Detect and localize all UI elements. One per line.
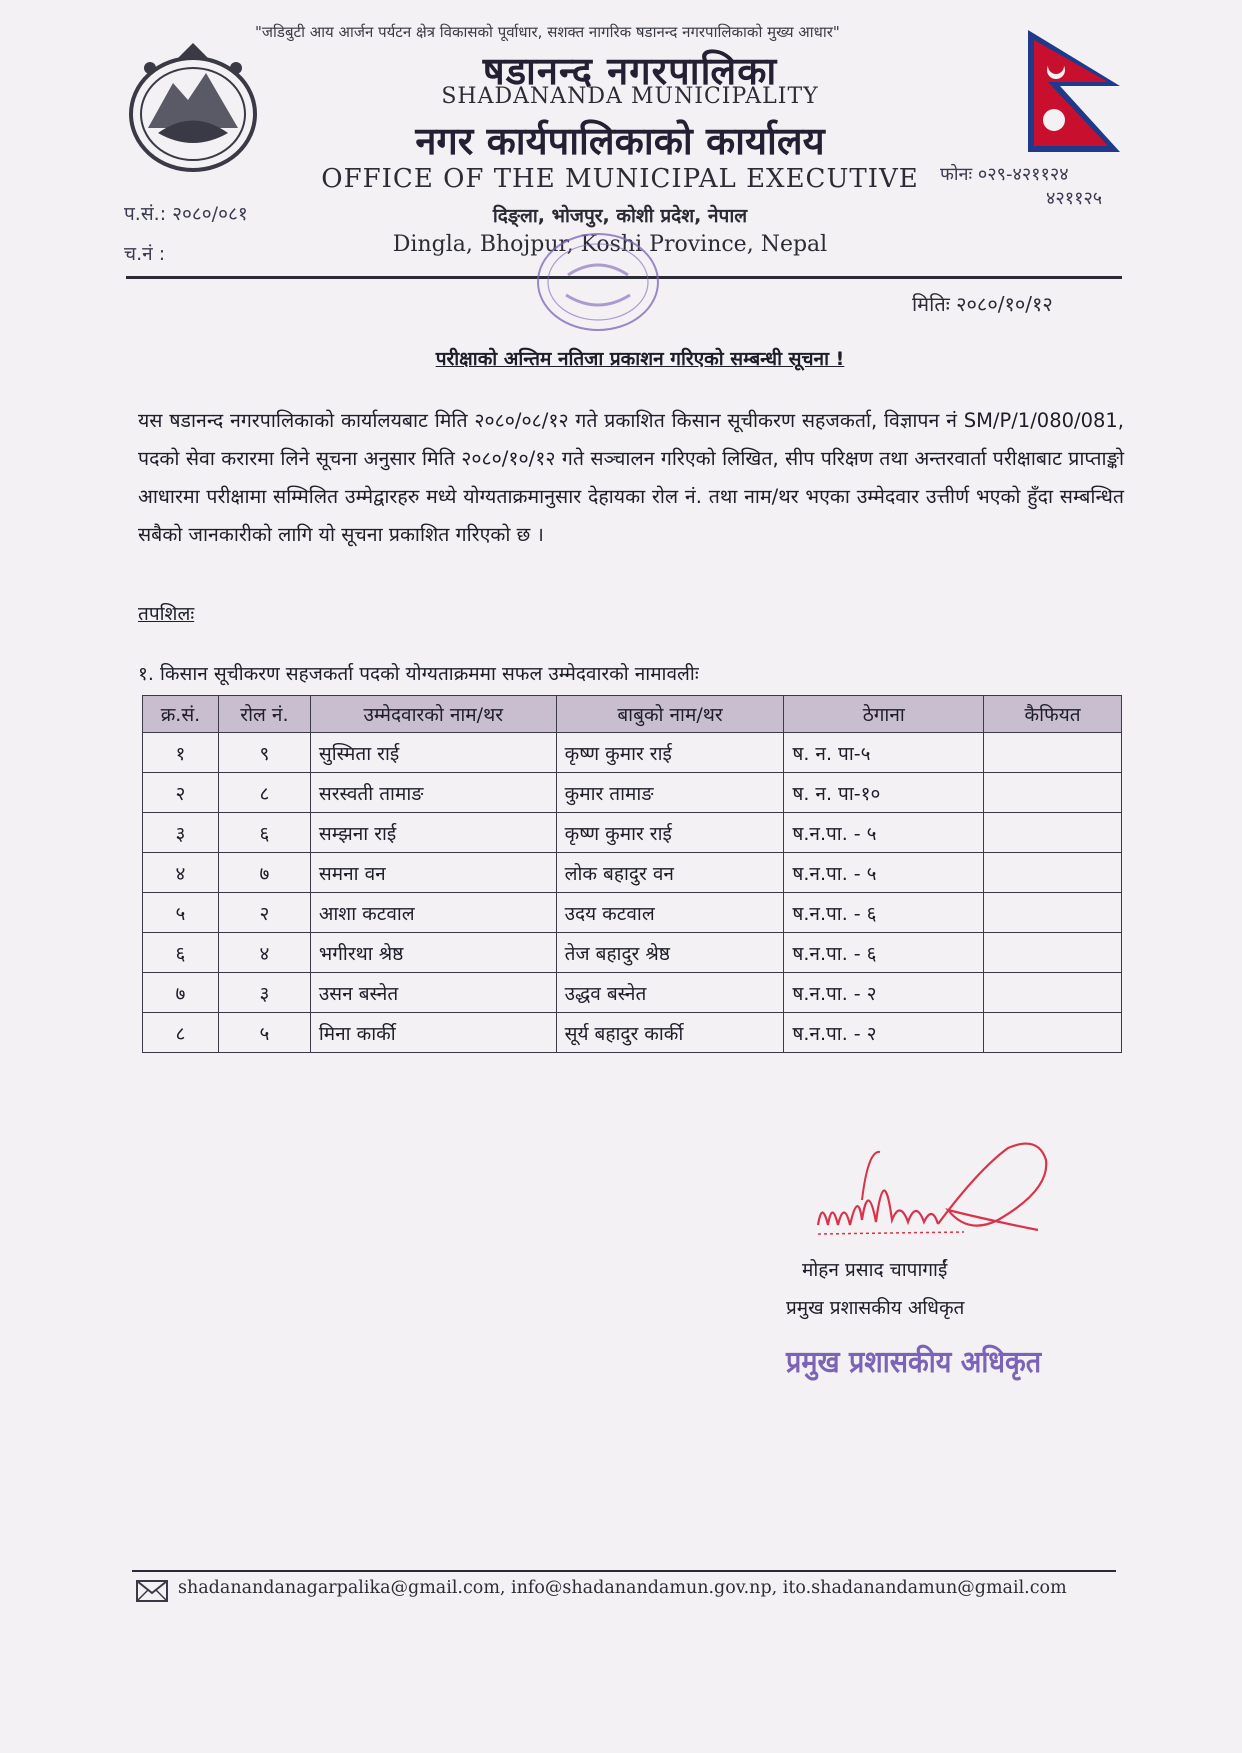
cell-serial: ५ [143, 893, 219, 933]
cell-remarks [984, 1013, 1122, 1053]
cell-roll-no: ८ [218, 773, 310, 813]
list-heading: १. किसान सूचीकरण सहजकर्ता पदको योग्यताक्रममा सफल उम्मेदवारको नामावलीः [138, 663, 699, 685]
cell-address: ष.न.पा. - ५ [784, 853, 984, 893]
cell-address: ष.न.पा. - २ [784, 1013, 984, 1053]
cell-father-name: कुमार तामाङ [556, 773, 784, 813]
table-row [143, 1013, 1122, 1053]
cell-serial: ६ [143, 933, 219, 973]
office-name-english: OFFICE OF THE MUNICIPAL EXECUTIVE [321, 164, 919, 194]
cell-father-name: उदय कटवाल [556, 893, 784, 933]
cell-address: ष.न.पा. - ६ [784, 933, 984, 973]
cell-remarks [984, 893, 1122, 933]
cell-roll-no: ४ [218, 933, 310, 973]
details-label: तपशिलः [138, 603, 195, 625]
cell-address: ष. न. पा-५ [784, 733, 984, 773]
header-remarks: कैफियत [984, 696, 1122, 733]
reference-number: प.सं.: २०८०/०८१ [124, 203, 248, 225]
mail-icon [136, 1580, 168, 1602]
handwritten-signature [788, 1130, 1068, 1250]
cell-candidate-name: मिना कार्की [310, 1013, 556, 1053]
cell-address: ष.न.पा. - २ [784, 973, 984, 1013]
signatory-name: मोहन प्रसाद चापागाईं [802, 1259, 948, 1281]
dispatch-number: च.नं : [124, 243, 166, 265]
table-row [143, 973, 1122, 1013]
table-row [143, 733, 1122, 773]
notice-body: यस षडानन्द नगरपालिकाको कार्यालयबाट मिति २०८०/०८/१२ गते प्रकाशित किसान सूचीकरण सहजकर्ता, विज्ञापन नं SM/P/1/080/081, पदको सेवा करारमा लिने सूचना अनुसार मिति २०८०/१०/१२ गते सञ्चालन गरिएको लिखित, सीप परिक्षण तथा अन्तरवार्ता परीक्षाबाट प्राप्ताङ्को आधारमा परीक्षामा सम्मिलित उम्मेद्वारहरु मध्ये योग्यताक्रमानुसार देहायका रोल नं. तथा नाम/थर भएका उम्मेदवार उत्तीर्ण भएको हुँदा सम्बन्धित सबैको जानकारीको लागि यो सूचना प्रकाशित गरिएको छ । [138, 409, 1124, 546]
cell-remarks [984, 733, 1122, 773]
cell-remarks [984, 933, 1122, 973]
cell-candidate-name: सुस्मिता राई [310, 733, 556, 773]
phone-number: फोनः ०२९-४२११२४ [940, 164, 1069, 185]
cell-remarks [984, 853, 1122, 893]
table-row [143, 893, 1122, 933]
cell-roll-no: ५ [218, 1013, 310, 1053]
cell-father-name: सूर्य बहादुर कार्की [556, 1013, 784, 1053]
cell-serial: १ [143, 733, 219, 773]
signatory-designation: प्रमुख प्रशासकीय अधिकृत [786, 1297, 965, 1319]
footer-emails: shadanandanagarpalika@gmail.com, info@shadanandamun.gov.np, ito.shadanandamun@gmail.com [178, 1578, 1067, 1598]
notice-heading: परीक्षाको अन्तिम नतिजा प्रकाशन गरिएको सम्बन्धी सूचना ! [435, 348, 845, 370]
nepal-flag-icon [1024, 26, 1124, 156]
table-row [143, 773, 1122, 813]
phone-number-alt: ४२११२५ [1046, 188, 1103, 209]
cell-serial: ४ [143, 853, 219, 893]
office-name-nepali: नगर कार्यपालिकाको कार्यालय [415, 119, 825, 163]
cell-remarks [984, 813, 1122, 853]
header-candidate-name: उम्मेदवारको नाम/थर [310, 696, 556, 733]
cell-father-name: लोक बहादुर वन [556, 853, 784, 893]
cell-roll-no: ९ [218, 733, 310, 773]
footer-divider [132, 1570, 1116, 1572]
cell-roll-no: २ [218, 893, 310, 933]
letterhead-tagline: "जडिबुटी आय आर्जन पर्यटन क्षेत्र विकासको पूर्वाधार, सशक्त नागरिक षडानन्द नगरपालिकाको मुख्य आधार" [255, 23, 840, 41]
cell-candidate-name: समना वन [310, 853, 556, 893]
header-address: ठेगाना [784, 696, 984, 733]
cell-address: ष.न.पा. - ५ [784, 813, 984, 853]
cell-address: ष. न. पा-१० [784, 773, 984, 813]
table-row [143, 813, 1122, 853]
header-father-name: बाबुको नाम/थर [556, 696, 784, 733]
cell-father-name: तेज बहादुर श्रेष्ठ [556, 933, 784, 973]
nepal-emblem-icon [118, 38, 268, 178]
address-nepali: दिङ्ला, भोजपुर, कोशी प्रदेश, नेपाल [492, 205, 748, 227]
cell-father-name: कृष्ण कुमार राई [556, 813, 784, 853]
cell-candidate-name: उसन बस्नेत [310, 973, 556, 1013]
designation-stamp: प्रमुख प्रशासकीय अधिकृत [786, 1345, 1042, 1380]
cell-roll-no: ६ [218, 813, 310, 853]
cell-address: ष.न.पा. - ६ [784, 893, 984, 933]
header-serial: क्र.सं. [143, 696, 219, 733]
cell-father-name: कृष्ण कुमार राई [556, 733, 784, 773]
cell-candidate-name: भगीरथा श्रेष्ठ [310, 933, 556, 973]
address-english: Dingla, Bhojpur, Koshi Province, Nepal [392, 232, 828, 257]
cell-roll-no: ७ [218, 853, 310, 893]
cell-serial: ७ [143, 973, 219, 1013]
results-table [142, 695, 1122, 1053]
table-row [143, 853, 1122, 893]
cell-candidate-name: सम्झना राई [310, 813, 556, 853]
cell-candidate-name: आशा कटवाल [310, 893, 556, 933]
municipality-name-english: SHADANANDA MUNICIPALITY [441, 84, 819, 109]
results-table-body [143, 733, 1122, 1053]
cell-remarks [984, 973, 1122, 1013]
municipality-name-nepali: षडानन्द नगरपालिका [482, 49, 778, 93]
cell-serial: ८ [143, 1013, 219, 1053]
cell-roll-no: ३ [218, 973, 310, 1013]
issue-date: मितिः २०८०/१०/१२ [912, 292, 1053, 316]
cell-serial: ३ [143, 813, 219, 853]
header-roll-no: रोल नं. [218, 696, 310, 733]
office-seal-stamp [508, 220, 688, 340]
table-header-row [143, 696, 1122, 733]
cell-serial: २ [143, 773, 219, 813]
cell-father-name: उद्धव बस्नेत [556, 973, 784, 1013]
cell-candidate-name: सरस्वती तामाङ [310, 773, 556, 813]
cell-remarks [984, 773, 1122, 813]
table-row [143, 933, 1122, 973]
